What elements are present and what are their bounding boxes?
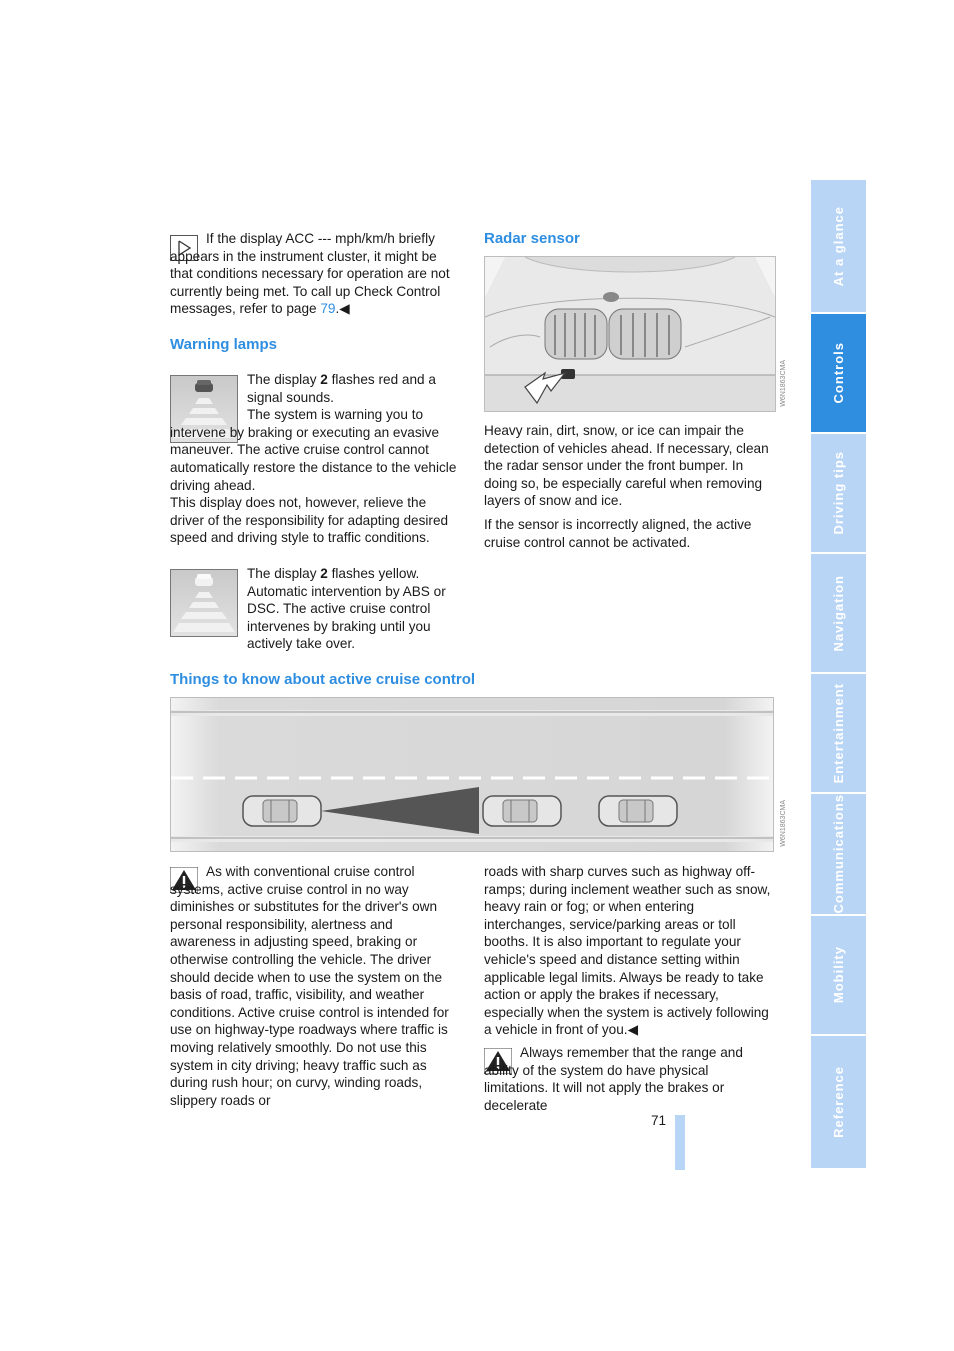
yellow-warning-lamp-image (170, 569, 238, 637)
things-to-know-heading: Things to know about active cruise control (170, 671, 476, 688)
radar-paragraph-2: If the sensor is incorrectly aligned, the active cruise control cannot be activated. (484, 516, 752, 550)
section-tabs (811, 180, 866, 1168)
display-number: 2 (320, 372, 328, 387)
display-number: 2 (320, 566, 328, 581)
red-lamp-description: The display 2 flashes red and a signal sounds. The system is warning you to intervene by braking or executing an evasive maneuver. The active cruise control cannot automatically restore the distance to the vehicle driving ahead. This display does not, however, relieve the driver of the responsibility for adapting desired speed and driving style to traffic conditions. (170, 371, 462, 547)
tab-navigation[interactable]: Navigation (811, 554, 866, 674)
tab-mobility[interactable]: Mobility (811, 916, 866, 1036)
cruise-control-diagram (170, 697, 774, 852)
warning-text-col2: roads with sharp curves such as highway off-ramps; during inclement weather such as snow, heavy rain or fog; or when entering interchanges, service/parking areas or toll booths. It is also important to regulate your vehicle's speed and distance setting within applicable legal limits. Always be ready to take action or apply the brakes if necessary, especially when the system is actively following a vehicle in front of you.◀ (484, 864, 771, 1038)
note-text: If the display ACC --- mph/km/h briefly appears in the instrument cluster, it might be that conditions necessary for operation are not currently being met. To call up Check Control messages, refer to page (170, 231, 450, 317)
red-lamp-detail: The system is warning you to intervene by braking or executing an evasive maneuver. The active cruise control cannot automatically restore the distance to the vehicle driving ahead. (170, 407, 457, 493)
page-number: 71 (651, 1113, 667, 1128)
radar-figure-code: W6N1863CMA (780, 360, 787, 407)
tab-communications[interactable]: Communications (811, 794, 866, 916)
radar-text (484, 422, 776, 551)
tab-driving-tips[interactable]: Driving tips (811, 434, 866, 554)
page-79-link[interactable]: 79 (320, 301, 336, 317)
yellow-lamp-description: The display 2 flashes yellow. Automatic intervention by ABS or DSC. The active cruise control intervenes by braking until you actively take over. (247, 565, 462, 653)
end-mark: ◀ (627, 1022, 639, 1038)
tab-controls[interactable]: Controls (811, 314, 866, 434)
acc-display-note: If the display ACC --- mph/km/h briefly appears in the instrument cluster, it might be that conditions necessary for operation are not currently being met. To call up Check Control messages, refer to page 79.◀ (170, 231, 450, 317)
radar-paragraph-1: Heavy rain, dirt, snow, or ice can impair the detection of vehicles ahead. If necessary, clean the radar sensor under the front bumper. In doing so, be especially careful when removing layers of snow and ice. (484, 423, 769, 509)
radar-sensor-heading: Radar sensor (484, 230, 580, 247)
radar-sensor-figure (484, 256, 776, 412)
diagram-figure-code: W6N1863CMA (780, 800, 787, 847)
tab-entertainment[interactable]: Entertainment (811, 674, 866, 794)
warning-lamps-heading: Warning lamps (170, 336, 277, 353)
page-marker-bar (675, 1115, 685, 1170)
warning-text-col1: As with conventional cruise control systems, active cruise control in no way diminishes or substitutes for the driver's own personal responsibility, alertness and awareness in adjusting speed, braking or otherwise controlling the vehicle. The driver should decide when to use the system on the basis of road, traffic, visibility, and weather conditions. Active cruise control is intended for use on highway-type roadways where traffic is moving relatively smoothly. Do not use this system in city driving; heavy traffic such as during rush hour; on curvy, winding roads, slippery roads or (170, 864, 449, 1108)
end-mark: ◀ (339, 301, 350, 317)
tab-reference[interactable]: Reference (830, 1066, 846, 1138)
tab-at-a-glance[interactable]: At a glance (811, 180, 866, 314)
range-limitations-warning: Always remember that the range and ability of the system do have physical limitations. It will not apply the brakes or decelerate (484, 1045, 743, 1113)
yellow-lamp-detail: Automatic intervention by ABS or DSC. The active cruise control intervenes by braking until you actively take over. (247, 583, 446, 652)
red-lamp-responsibility: This display does not, however, relieve the driver of the responsibility for adapting desired speed and driving style to traffic conditions. (170, 495, 449, 546)
